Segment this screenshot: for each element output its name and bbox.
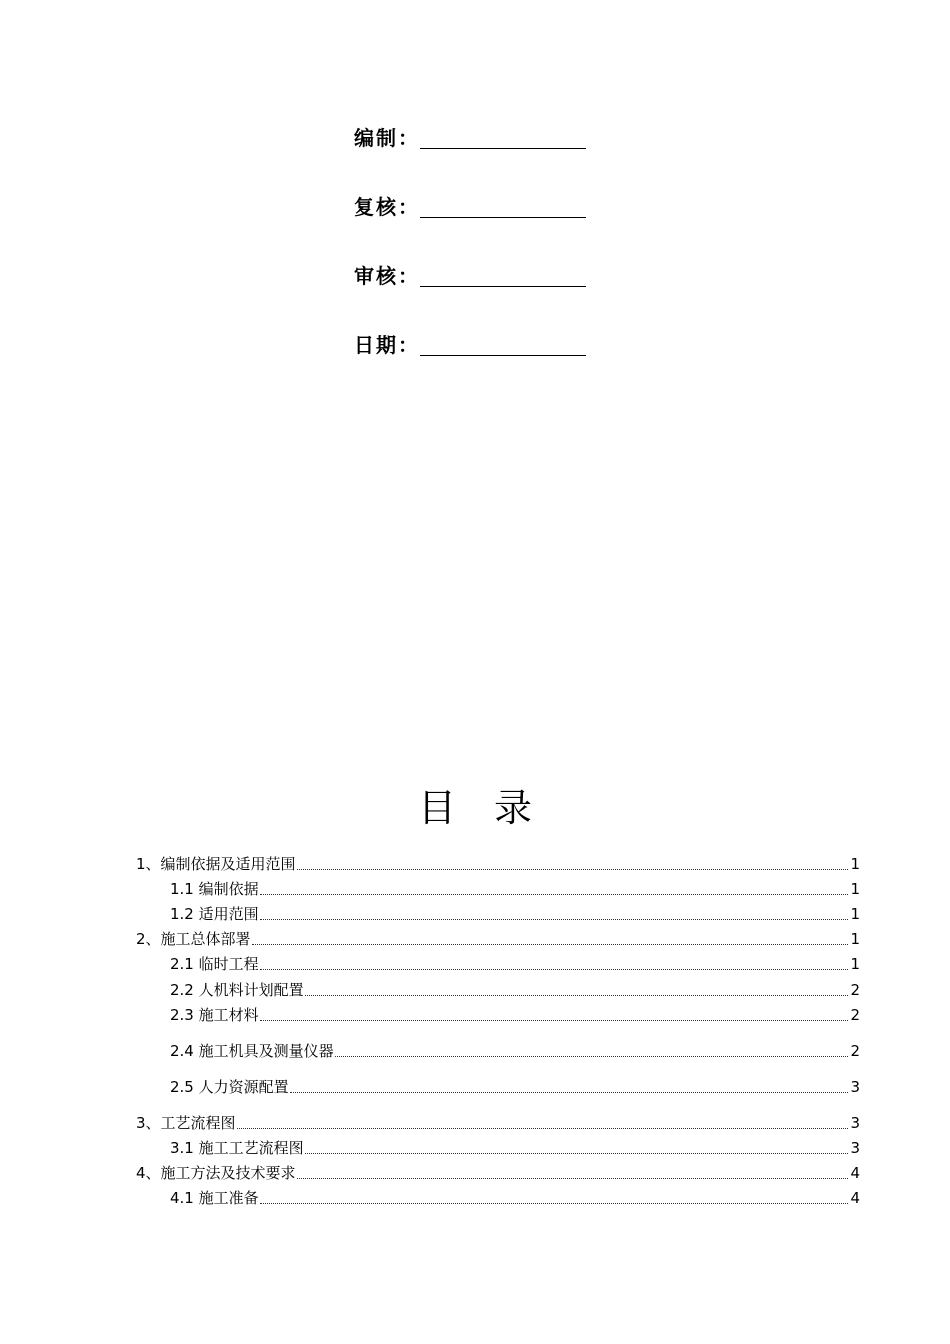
toc-entry-page: 3 <box>850 1114 860 1132</box>
toc-entry[interactable] <box>136 954 860 974</box>
toc-leader-dots <box>297 1178 848 1179</box>
toc-entry-page: 2 <box>850 1006 860 1024</box>
toc-entry[interactable] <box>136 1138 860 1158</box>
signature-block <box>354 122 594 398</box>
toc-entry-page: 1 <box>850 905 860 923</box>
toc-leader-dots <box>260 1020 848 1021</box>
toc-entry-text: 2.4 施工机具及测量仪器 <box>170 1042 334 1060</box>
toc-entry-text: 4.1 施工准备 <box>170 1189 259 1207</box>
toc-entry-page: 2 <box>850 981 860 999</box>
signature-row-reviewed <box>354 191 594 221</box>
signature-row-audited <box>354 260 594 290</box>
toc-entry[interactable] <box>136 1113 860 1133</box>
toc-entry-page: 4 <box>850 1189 860 1207</box>
toc-entry[interactable] <box>136 879 860 899</box>
toc-entry-text: 1、编制依据及适用范围 <box>136 855 296 873</box>
toc-entry-text: 1.1 编制依据 <box>170 880 259 898</box>
toc-title: 目录 <box>417 786 570 830</box>
toc-entry[interactable] <box>136 1163 860 1183</box>
toc-entry-page: 1 <box>850 930 860 948</box>
signature-line <box>420 355 586 356</box>
signature-line <box>420 217 586 218</box>
toc-leader-dots <box>260 919 848 920</box>
toc-entry[interactable] <box>136 1188 860 1208</box>
toc-leader-dots <box>297 869 848 870</box>
toc-entry-text: 2.2 人机料计划配置 <box>170 981 304 999</box>
toc-entry[interactable] <box>136 1077 860 1097</box>
toc-entry-page: 1 <box>850 855 860 873</box>
toc-entry-text: 3、工艺流程图 <box>136 1114 236 1132</box>
toc-entry-text: 4、施工方法及技术要求 <box>136 1164 296 1182</box>
toc-entry[interactable] <box>136 854 860 874</box>
toc-entry-text: 2.5 人力资源配置 <box>170 1078 289 1096</box>
toc-leader-dots <box>252 944 848 945</box>
toc-entry[interactable] <box>136 929 860 949</box>
signature-label: 日期： <box>354 333 420 357</box>
toc-leader-dots <box>305 995 848 996</box>
toc-leader-dots <box>305 1153 848 1154</box>
toc-leader-dots <box>290 1092 848 1093</box>
signature-label: 编制： <box>354 126 420 150</box>
toc-leader-dots <box>237 1128 848 1129</box>
toc-entry-text: 1.2 适用范围 <box>170 905 259 923</box>
toc-entry-text: 2.1 临时工程 <box>170 955 259 973</box>
toc-entry[interactable] <box>136 1005 860 1025</box>
toc-entry-page: 3 <box>850 1139 860 1157</box>
toc-entry-page: 4 <box>850 1164 860 1182</box>
signature-row-date <box>354 329 594 359</box>
toc-entry-text: 3.1 施工工艺流程图 <box>170 1139 304 1157</box>
toc-entry-page: 1 <box>850 955 860 973</box>
signature-row-compiled <box>354 122 594 152</box>
toc-entry-text: 2.3 施工材料 <box>170 1006 259 1024</box>
signature-line <box>420 148 586 149</box>
toc-entry-page: 3 <box>850 1078 860 1096</box>
toc-leader-dots <box>335 1056 848 1057</box>
toc-leader-dots <box>260 894 848 895</box>
signature-line <box>420 286 586 287</box>
toc-leader-dots <box>260 1203 848 1204</box>
signature-label: 复核： <box>354 195 420 219</box>
toc-entry[interactable] <box>136 980 860 1000</box>
toc-entry[interactable] <box>136 904 860 924</box>
toc-leader-dots <box>260 969 848 970</box>
signature-label: 审核： <box>354 264 420 288</box>
toc-entry[interactable] <box>136 1041 860 1061</box>
toc-entry-page: 1 <box>850 880 860 898</box>
toc-entry-text: 2、施工总体部署 <box>136 930 251 948</box>
toc-entry-page: 2 <box>850 1042 860 1060</box>
